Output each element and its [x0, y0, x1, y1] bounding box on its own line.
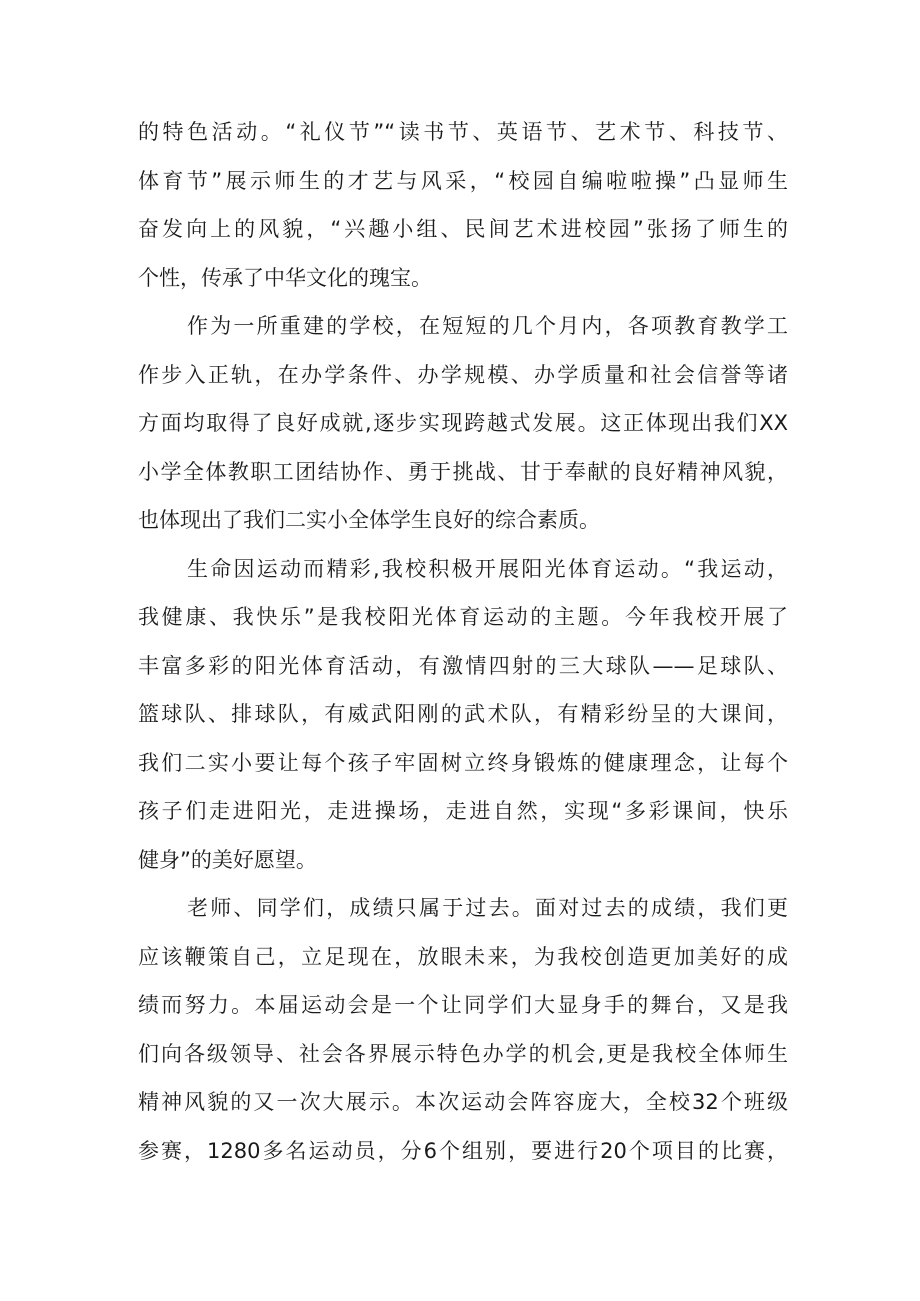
text-line: 精神风貌的又一次大展示。本次运动会阵容庞大，全校32个班级 — [138, 1090, 788, 1114]
document-body — [138, 108, 788, 1175]
text-line: 奋发向上的风貌，“兴趣小组、民间艺术进校园”张扬了师生的 — [138, 217, 788, 241]
text-line: 的特色活动。“礼仪节”“读书节、英语节、艺术节、科技节、 — [138, 120, 788, 144]
text-line: 丰富多彩的阳光体育活动，有激情四射的三大球队——足球队、 — [138, 653, 788, 678]
paragraph-p3 — [138, 545, 788, 885]
paragraph-p4 — [138, 884, 788, 1175]
text-line: 我们二实小要让每个孩子牢固树立终身锻炼的健康理念，让每个 — [138, 750, 788, 775]
text-line: 们向各级领导、社会各界展示特色办学的机会,更是我校全体师生 — [138, 1041, 788, 1066]
text-line: 方面均取得了良好成就,逐步实现跨越式发展。这正体现出我们XX — [138, 411, 788, 435]
text-line: 小学全体教职工团结协作、勇于挑战、甘于奉献的良好精神风貌， — [138, 459, 788, 484]
text-line: 应该鞭策自己，立足现在，放眼未来，为我校创造更加美好的成 — [138, 944, 788, 969]
paragraph-p2 — [138, 302, 788, 545]
text-line: 体育节”展示师生的才艺与风采，“校园自编啦啦操”凸显师生 — [138, 168, 788, 193]
text-line: 也体现出了我们二实小全体学生良好的综合素质。 — [138, 508, 600, 532]
text-line: 篮球队、排球队，有威武阳刚的武术队，有精彩纷呈的大课间， — [138, 702, 788, 726]
text-line: 作为一所重建的学校，在短短的几个月内，各项教育教学工 — [187, 314, 788, 338]
text-line: 我健康、我快乐”是我校阳光体育运动的主题。今年我校开展了 — [138, 605, 788, 629]
text-line: 个性，传承了中华文化的瑰宝。 — [138, 265, 432, 290]
text-line: 作步入正轨，在办学条件、办学规模、办学质量和社会信誉等诸 — [138, 362, 788, 387]
text-line: 孩子们走进阳光，走进操场，走进自然，实现“多彩课间，快乐 — [138, 799, 788, 823]
text-line: 老师、同学们，成绩只属于过去。面对过去的成绩，我们更 — [187, 896, 788, 920]
text-line: 生命因运动而精彩,我校积极开展阳光体育运动。“我运动， — [187, 556, 788, 581]
text-line: 绩而努力。本届运动会是一个让同学们大显身手的舞台，又是我 — [138, 993, 788, 1017]
paragraph-p1 — [138, 108, 788, 302]
text-line: 参赛，1280多名运动员，分6个组别，要进行20个项目的比赛， — [138, 1138, 788, 1163]
text-line: 健身”的美好愿望。 — [138, 847, 317, 872]
